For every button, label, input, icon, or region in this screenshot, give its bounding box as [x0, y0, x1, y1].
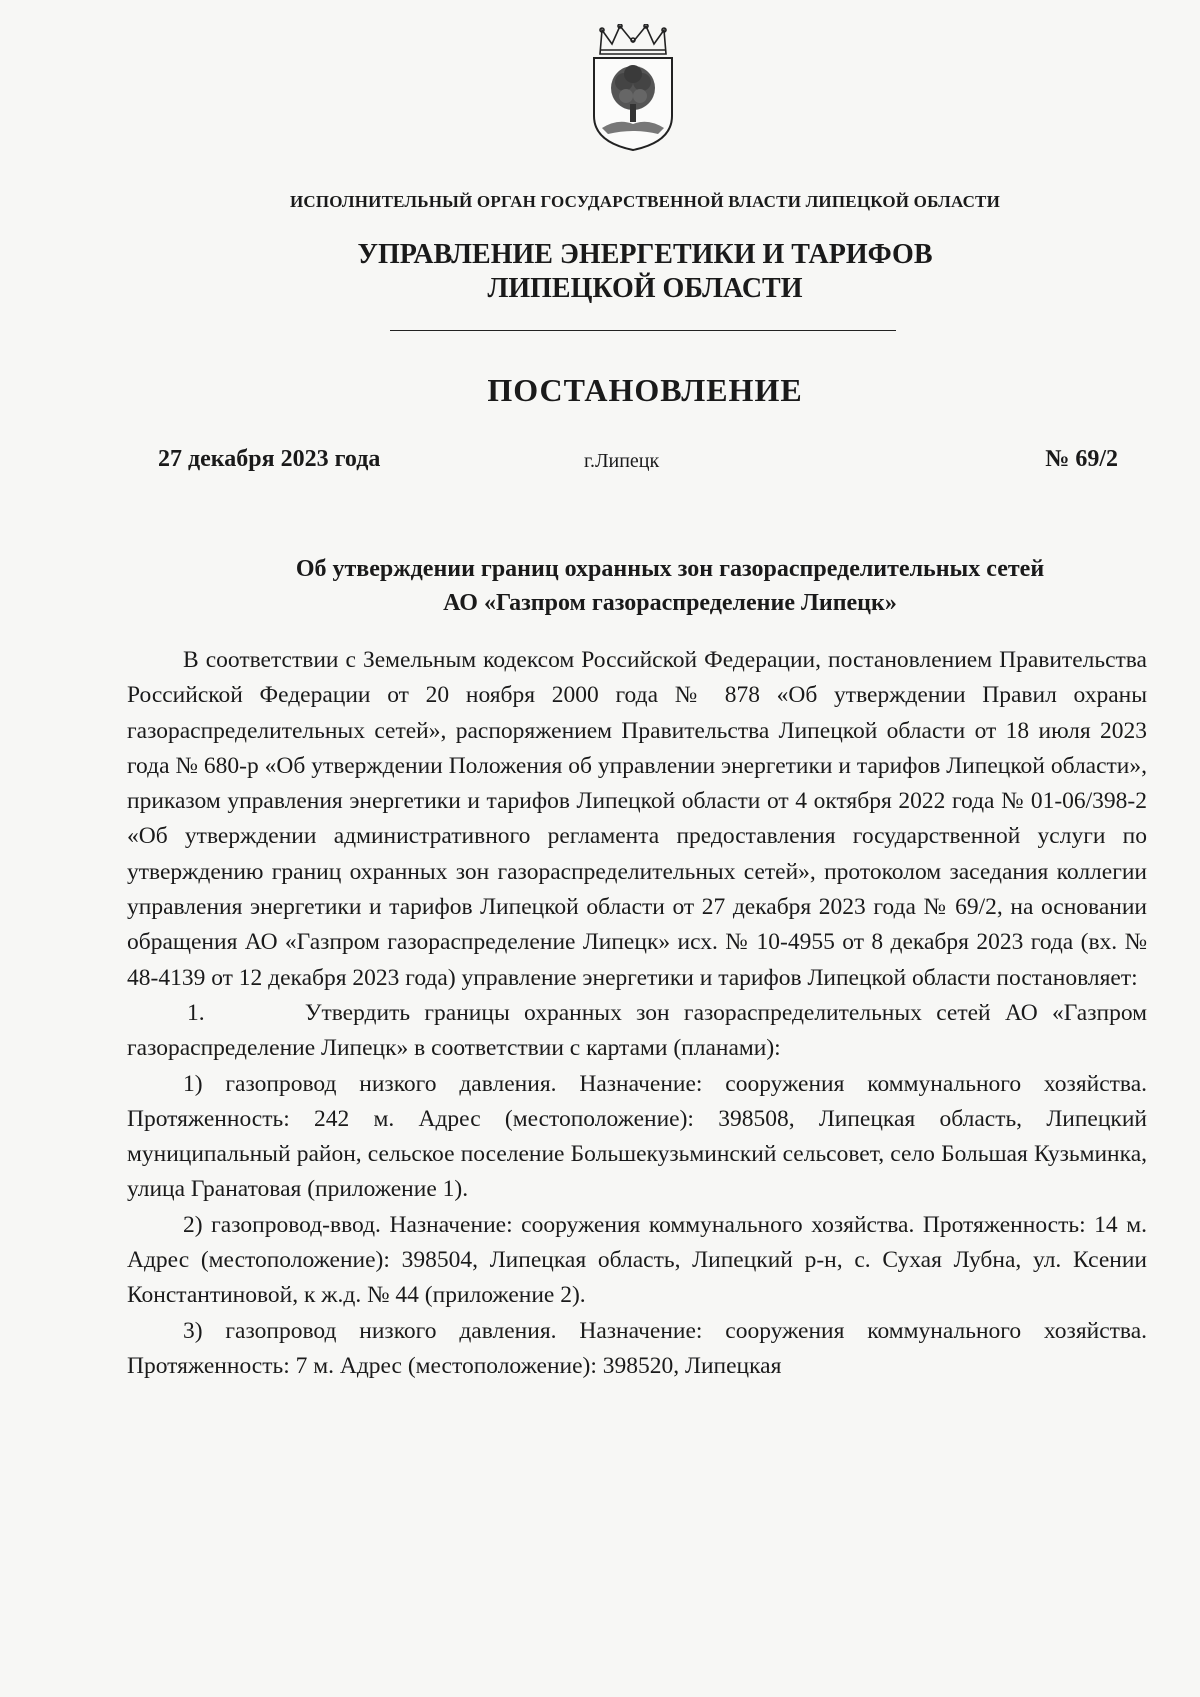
org-parent-name: ИСПОЛНИТЕЛЬНЫЙ ОРГАН ГОСУДАРСТВЕННОЙ ВЛАСТИ ЛИПЕЦКОЙ ОБЛАСТИ: [289, 192, 1001, 211]
document-body: [127, 643, 1147, 1384]
document-city: г.Липецк: [584, 450, 660, 472]
org-name-line1: УПРАВЛЕНИЕ ЭНЕРГЕТИКИ И ТАРИФОВ: [357, 239, 933, 270]
header-divider: [390, 330, 896, 331]
document-subject: [200, 552, 1140, 620]
subitem-3-paragraph: 3) газопровод низкого давления. Назначение: сооружения коммунального хозяйства. Протяженность: 7 м. Адрес (местоположение): 398520, Липецкая: [127, 1317, 1147, 1379]
document-date: 27 декабря 2023 года: [158, 446, 381, 472]
document-type: ПОСТАНОВЛЕНИЕ: [487, 372, 803, 408]
org-name-line2: ЛИПЕЦКОЙ ОБЛАСТИ: [487, 273, 803, 304]
lipetsk-coat-of-arms-icon: [588, 24, 678, 152]
document-meta: [158, 446, 1118, 480]
document-number: № 69/2: [1045, 446, 1118, 472]
subitem-1-paragraph: 1) газопровод низкого давления. Назначение: сооружения коммунального хозяйства. Протяженность: 242 м. Адрес (местоположение): 398508, Липецкая область, Липецкий муниципальный район, сельское поселение Большекузьминский сельсовет, село Большая Кузьминка, улица Гранатовая (приложение 1).: [127, 1070, 1147, 1203]
org-name: [0, 238, 1200, 306]
subitem-2-paragraph: 2) газопровод-ввод. Назначение: сооружения коммунального хозяйства. Протяженность: 14 м. Адрес (местоположение): 398504, Липецкая область, Липецкий р-н, с. Сухая Лубна, ул. Ксении Константиновой, к ж.д. № 44 (приложение 2).: [127, 1211, 1147, 1309]
item-1-paragraph: 1. Утвердить границы охранных зон газораспределительных сетей АО «Газпром газораспределение Липецк» в соответствии с картами (планами):: [127, 999, 1147, 1062]
subject-line2: АО «Газпром газораспределение Липецк»: [443, 590, 897, 616]
subject-line1: Об утверждении границ охранных зон газораспределительных сетей: [295, 556, 1045, 582]
preamble-paragraph: В соответствии с Земельным кодексом Российской Федерации, постановлением Правительства Российской Федерации от 20 ноября 2000 года № 878 «Об утверждении Правил охраны газораспределительных сетей», распоряжением Правительства Липецкой области от 18 июля 2023 года № 680-р «Об утверждении Положения об управлении энергетики и тарифов Липецкой области», приказом управления энергетики и тарифов Липецкой области от 4 октября 2022 года № 01-06/398-2 «Об утверждении административного регламента предоставления государственной услуги по утверждению границ охранных зон газораспределительных сетей», протоколом заседания коллегии управления энергетики и тарифов Липецкой области от 27 декабря 2023 года № 69/2, на основании обращения АО «Газпром газораспределение Липецк» исх. № 10-4955 от 8 декабря 2023 года (вх. № 48-4139 от 12 декабря 2023 года) управление энергетики и тарифов Липецкой области постановляет:: [127, 647, 1147, 991]
